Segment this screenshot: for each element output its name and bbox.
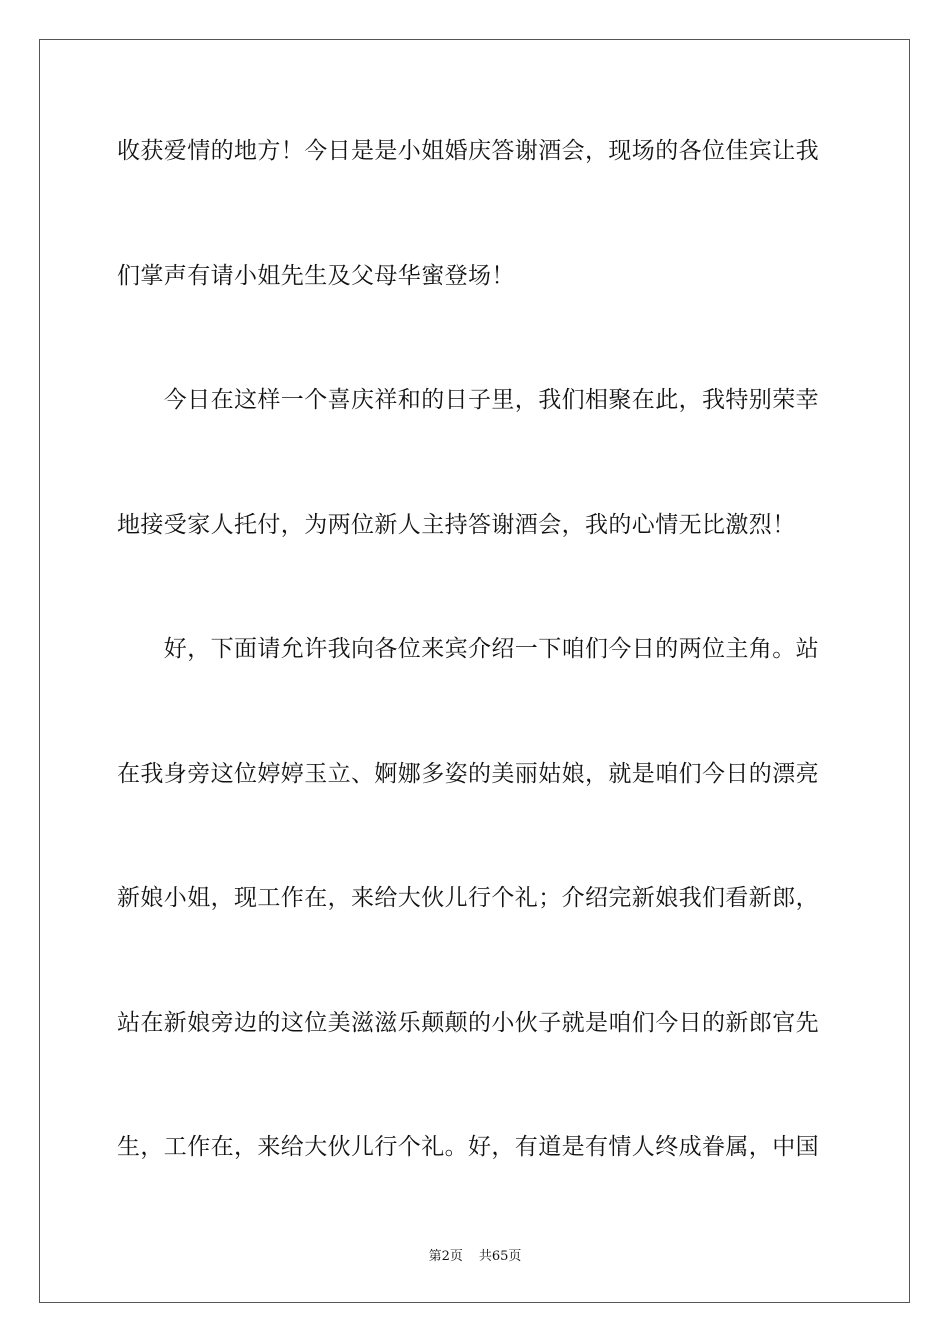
- body-text-line: 今日在这样一个喜庆祥和的日子里，我们相聚在此，我特别荣幸: [117, 387, 819, 413]
- body-text-line: 们掌声有请小姐先生及父母华蜜登场！: [117, 263, 515, 289]
- body-text-line: 地接受家人托付，为两位新人主持答谢酒会，我的心情无比激烈！: [117, 512, 796, 538]
- body-text-line: 生，工作在，来给大伙儿行个礼。好，有道是有情人终成眷属，中国: [117, 1134, 819, 1160]
- page-number: 第2页: [428, 1249, 463, 1264]
- page-footer: [0, 1248, 950, 1266]
- body-text-line: 新娘小姐，现工作在，来给大伙儿行个礼；介绍完新娘我们看新郎，: [117, 885, 819, 911]
- body-text-line: 收获爱情的地方！今日是是小姐婚庆答谢酒会，现场的各位佳宾让我: [117, 138, 819, 164]
- body-text-line: 好，下面请允许我向各位来宾介绍一下咱们今日的两位主角。站: [117, 636, 819, 662]
- page-border: [39, 39, 910, 1303]
- total-pages: 共65页: [478, 1249, 522, 1264]
- body-text-line: 在我身旁这位婷婷玉立、婀娜多姿的美丽姑娘，就是咱们今日的漂亮: [117, 761, 819, 787]
- body-text-line: 站在新娘旁边的这位美滋滋乐颠颠的小伙子就是咱们今日的新郎官先: [117, 1010, 819, 1036]
